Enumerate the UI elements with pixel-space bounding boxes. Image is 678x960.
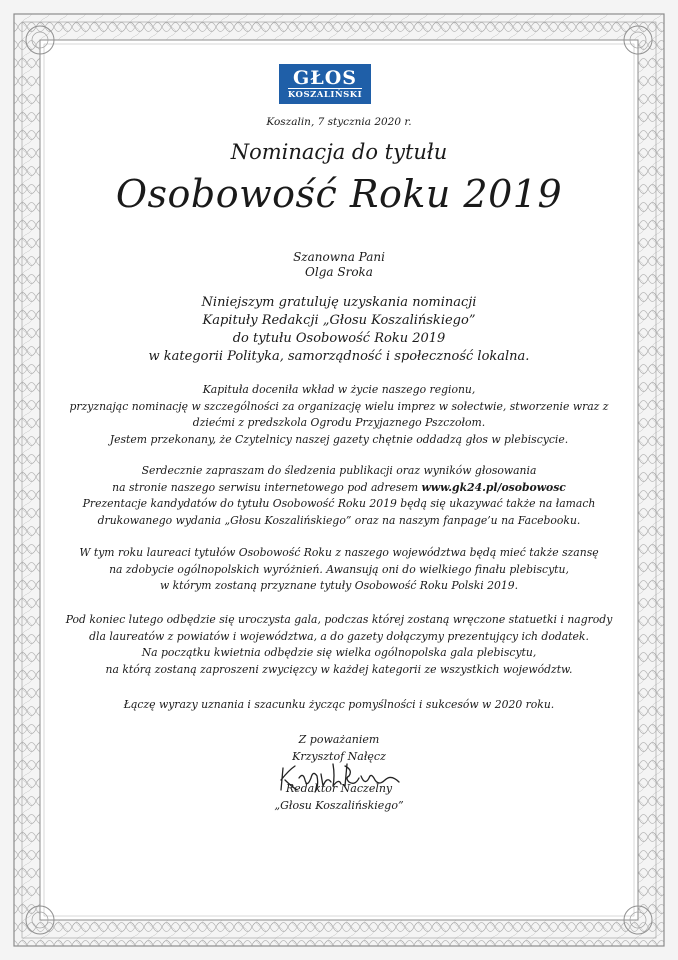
paragraph-line: Jestem przekonany, że Czytelnicy naszej gazety chętnie oddadzą głos w plebiscycie.	[109, 432, 569, 446]
place-and-date: Koszalin, 7 stycznia 2020 r.	[266, 116, 412, 128]
paragraph-invitation	[60, 463, 618, 529]
handwritten-signature	[275, 756, 405, 796]
regards-text: Z poważaniem	[298, 733, 380, 746]
paragraph-line: na zdobycie ogólnopolskich wyróżnień. Awansują oni do wielkiego finału plebiscytu,	[109, 562, 569, 576]
paragraph-recognition	[60, 382, 618, 448]
glos-koszalinski-logo	[279, 64, 371, 104]
recipient-name: Olga Sroka	[305, 265, 373, 279]
main-title: Osobowość Roku 2019	[115, 172, 563, 216]
logo-main-text: GŁOS	[293, 67, 357, 89]
paragraph-line: W tym roku laureaci tytułów Osobowość Roku z naszego województwa będą mieć także szansę	[79, 546, 599, 559]
paragraph-line: drukowanego wydania „Głosu Koszalińskiego” oraz na naszym fanpage’u na Facebooku.	[97, 513, 581, 527]
salutation	[60, 250, 618, 280]
paragraph-line: Serdecznie zapraszam do śledzenia publikacji oraz wyników głosowania	[141, 464, 537, 477]
paragraph-gala	[60, 612, 618, 678]
paragraph-line	[60, 480, 618, 497]
signer-role: Redaktor Naczelny	[285, 782, 393, 795]
nomination-line: do tytułu Osobowość Roku 2019	[232, 331, 446, 346]
paragraph-national	[60, 545, 618, 595]
nomination-category: w kategorii Polityka, samorządność i społeczność lokalna.	[148, 349, 530, 364]
nomination-title: Nominacja do tytułu	[230, 140, 448, 164]
paragraph-line: na którą zostaną zaproszeni zwycięzcy w każdej kategorii ze wszystkich województw.	[105, 662, 573, 676]
website-link[interactable]: www.gk24.pl/osobowosc	[421, 480, 566, 494]
paragraph-line: dla laureatów z powiatów i województwa, a do gazety dołączymy prezentujący ich dodatek.	[89, 629, 589, 643]
nomination-line: Niniejszym gratuluję uzyskania nominacji	[201, 295, 477, 310]
paragraph-line: Kapituła doceniła wkład w życie naszego regionu,	[202, 383, 476, 396]
paragraph-line: Pod koniec lutego odbędzie się uroczysta gala, podczas której zostaną wręczone statuetki i nagrody	[65, 613, 613, 626]
paragraph-line: przyznając nominację w szczególności za organizację wielu imprez w sołectwie, stworzenie wraz z	[69, 399, 609, 413]
nomination-statement	[60, 294, 618, 366]
paragraph-line: Prezentacje kandydatów do tytułu Osobowość Roku 2019 będą się ukazywać także na łamach	[82, 497, 596, 510]
nomination-line: Kapituły Redakcji „Głosu Koszalińskiego”	[202, 313, 476, 328]
paragraph-line-text: na stronie naszego serwisu internetowego pod adresem	[112, 480, 422, 494]
certificate-content	[60, 60, 618, 910]
logo-sub-text: KOSZALIŃSKI	[287, 90, 363, 100]
signer-organization: „Głosu Koszalińskiego”	[274, 798, 404, 812]
paragraph-line: Łączę wyrazy uznania i szacunku życząc pomyślności i sukcesów w 2020 roku.	[123, 698, 555, 711]
paragraph-line: w którym zostaną przyznane tytuły Osobowość Roku Polski 2019.	[159, 579, 519, 592]
salutation-line: Szanowna Pani	[293, 250, 385, 264]
paragraph-line: dziećmi z predszkola Ogrodu Przyjaznego Pszczołom.	[192, 416, 486, 429]
paragraph-closing	[60, 697, 618, 714]
paragraph-line: Na początku kwietnia odbędzie się wielka ogólnopolska gala plebiscytu,	[141, 646, 537, 659]
signer-name: Krzysztof Nałęcz	[292, 749, 386, 763]
